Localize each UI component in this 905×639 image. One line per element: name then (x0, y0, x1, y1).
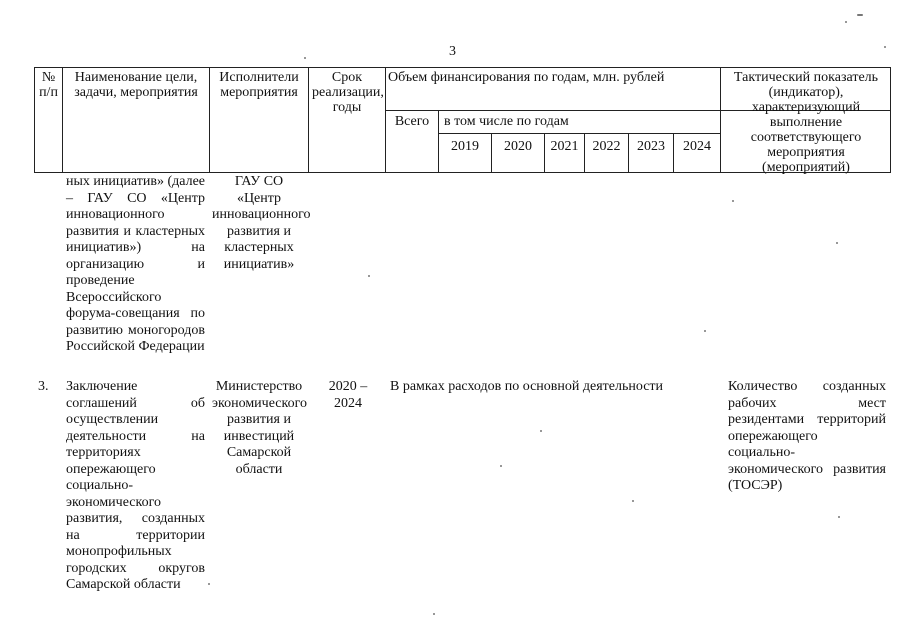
year-cell: 2021 (550, 139, 579, 154)
header-col-term: Срок реализации, годы (312, 70, 384, 115)
year-cell: 2024 (683, 139, 711, 154)
row-term: 2020 – 2024 (328, 379, 368, 411)
year-cell: 2020 (504, 139, 532, 154)
row-name: Заключение соглашений об осуществлении деятельности на территориях опережающего социально-экономического развития, созданных на территории монопрофильных городских округов Самарской области (66, 379, 205, 592)
header-col-by-year: в том числе по годам (444, 114, 569, 129)
row-indicator: Количество созданных рабочих мест резидентами территорий опережающего социально-экономического развития (ТОСЭР) (728, 379, 886, 493)
header-col-no: № п/п (39, 70, 58, 100)
row-executor: Министерство экономического развития и инвестиций Самарской области (212, 379, 307, 477)
year-cell: 2022 (592, 139, 621, 154)
header-col-indicator: Тактический показатель (индикатор), характеризующий выполнение соответствующего мероприятия (мероприятий) (733, 70, 879, 175)
header-col-total: Всего (394, 114, 430, 129)
header-col-executor: Исполнители мероприятия (219, 70, 299, 100)
row-funding: В рамках расходов по основной деятельности (390, 379, 664, 394)
page-number: 3 (449, 44, 456, 59)
row-executor: ГАУ СО «Центр инновационного развития и кластерных инициатив» (212, 174, 311, 272)
year-cell: 2023 (637, 139, 665, 154)
header-col-name: Наименование цели, задачи, мероприятия (74, 70, 198, 100)
row-name: ных инициатив» (далее – ГАУ СО «Центр инновационного развития и кластерных инициатив») на организацию и проведение Всероссийского форума-совещания по развитию моногородов Российской Федерации (66, 174, 205, 354)
year-cell: 2019 (451, 139, 479, 154)
row-number: 3. (38, 379, 49, 394)
header-col-funding: Объем финансирования по годам, млн. рублей (388, 70, 665, 85)
